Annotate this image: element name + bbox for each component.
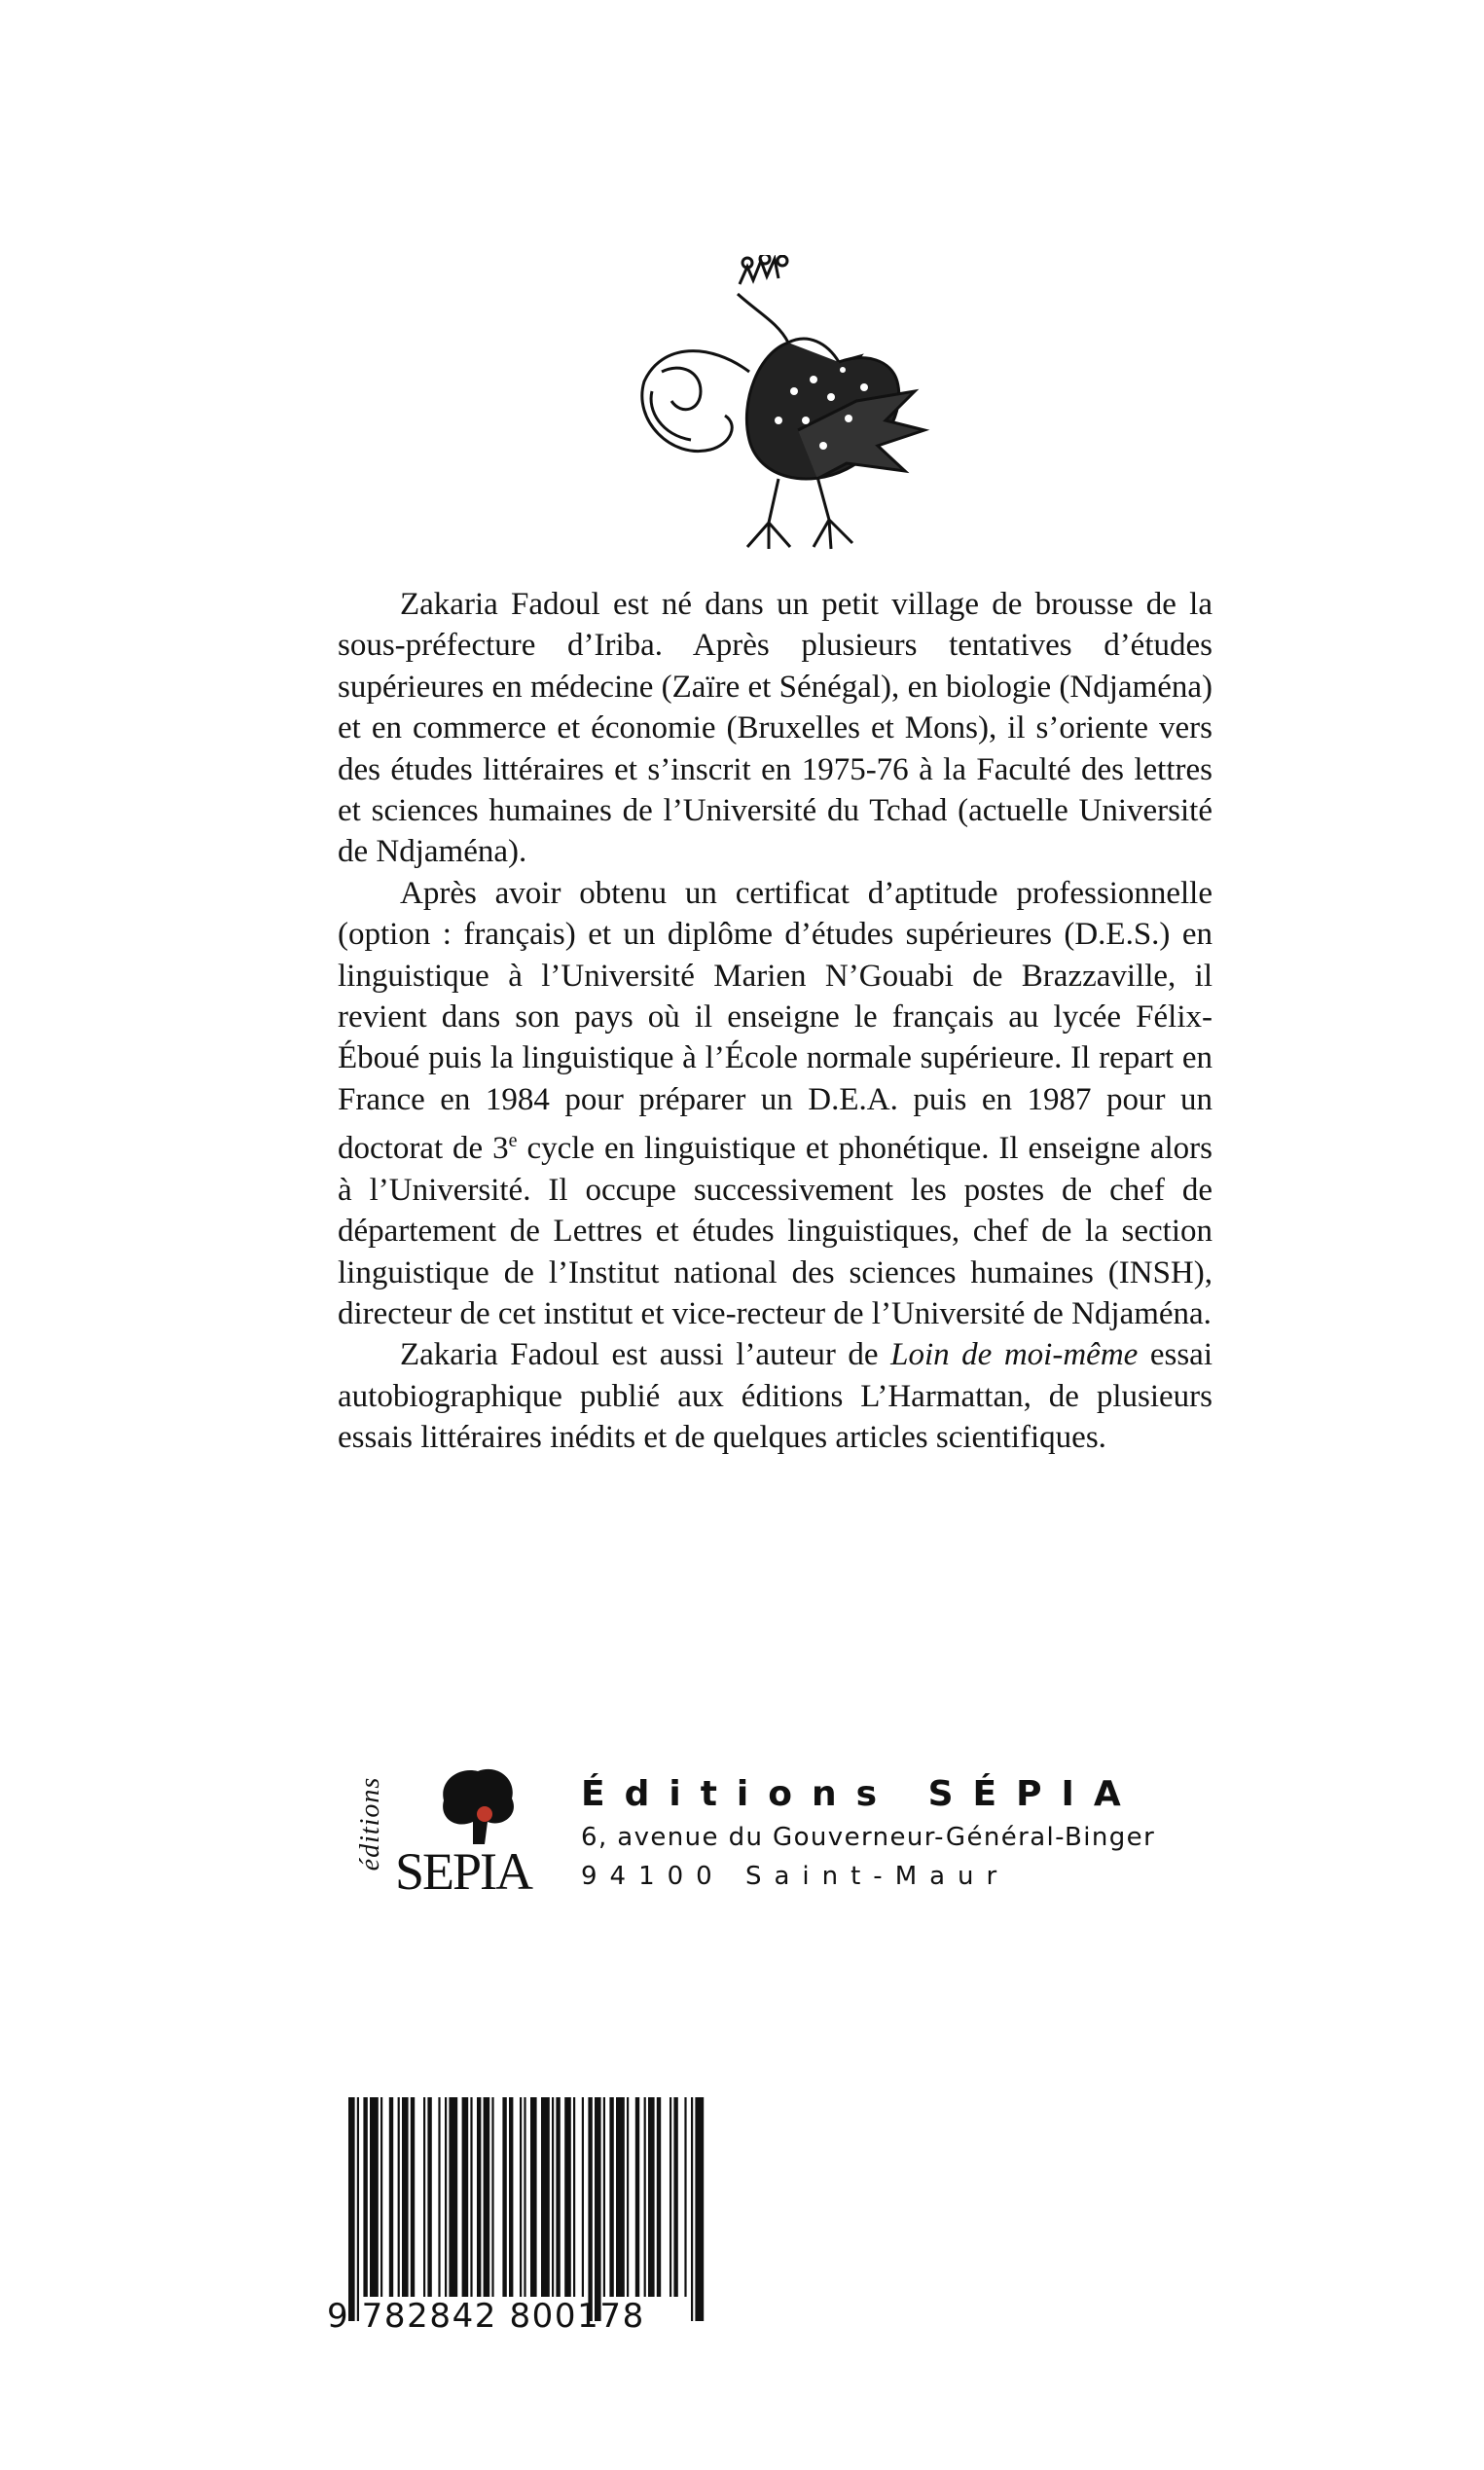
barcode-bar (530, 2097, 537, 2297)
book-title: Loin de moi-même (890, 1337, 1139, 1373)
barcode-bar (402, 2097, 409, 2297)
barcode-bar (357, 2097, 359, 2321)
publisher-name: Éditions SÉPIA (581, 1774, 1140, 1814)
barcode-bar (588, 2097, 592, 2321)
bio-paragraph-3-text-b: essai autobiographique publié aux éditions L’Harmattan, de plusieurs essais littéraires inédits et de quelques articles scientifiques. (338, 1337, 1213, 1456)
bio-paragraph-2-text-a: Après avoir obtenu un certificat d’aptitude professionnelle (option : français) et un diplôme d’études supérieures (D.E.S.) en linguistique à l’Université Marien N’Gouabi de Brazzaville, il revient dans son pays où il enseigne le français au lycée Félix-Éboué puis la linguistique à l’École normale supérieure. Il repart en France en 1984 pour préparer un D.E.A. puis en 1987 pour un doctorat de 3 (338, 875, 1213, 1167)
barcode-bar (484, 2097, 490, 2297)
barcode-bar (627, 2097, 629, 2297)
bio-paragraph-3 (338, 1334, 1213, 1458)
publisher-logo (350, 1762, 532, 1907)
barcode-bar (520, 2097, 522, 2297)
logo-vertical-text: éditions (355, 1776, 385, 1871)
publisher-address-street: 6, avenue du Gouverneur-Général-Binger (581, 1823, 1156, 1852)
barcode-bar (462, 2097, 469, 2297)
barcode-bar (616, 2097, 625, 2297)
barcode-bar (541, 2097, 550, 2297)
barcode-bar (380, 2097, 382, 2297)
barcode-bar (524, 2097, 525, 2297)
barcode-bar (648, 2097, 655, 2297)
barcode-bar (363, 2097, 367, 2297)
isbn-barcode (329, 2097, 708, 2331)
ordinal-superscript: e (508, 1130, 518, 1152)
publisher-address-city: 94100 Saint-Maur (581, 1862, 1010, 1891)
barcode-bar (695, 2097, 704, 2321)
barcode-bar (573, 2097, 575, 2297)
barcode-bar (348, 2097, 355, 2321)
barcode-bar (673, 2097, 677, 2297)
barcode-bar (423, 2097, 425, 2297)
barcode-bar (609, 2097, 613, 2297)
barcode-bar (427, 2097, 431, 2297)
logo-wordmark: SEPIA (395, 1842, 532, 1901)
barcode-bar (635, 2097, 639, 2297)
barcode-bar (389, 2097, 393, 2297)
barcode-bar (657, 2097, 661, 2297)
barcode-bar (411, 2097, 415, 2297)
bio-paragraph-2-text-b: cycle en linguistique et phonétique. Il enseigne alors à l’Université. Il occupe successivement les postes de chef de département de Lettres et études linguistiques, chef de la section linguistique de l’Institut national des sciences humaines (INSH), directeur de cet institut et vice-recteur de l’Université de Ndjaména. (338, 1131, 1213, 1331)
bird-illustration-icon (623, 255, 934, 557)
bio-paragraph-2 (338, 873, 1213, 1334)
barcode-bar (470, 2097, 472, 2297)
barcode-bar (684, 2097, 686, 2297)
barcode-bar (509, 2097, 513, 2297)
barcode-bar (477, 2097, 481, 2297)
bio-paragraph-3-text-a: Zakaria Fadoul est aussi l’auteur de (400, 1337, 891, 1373)
barcode-bar (491, 2097, 493, 2297)
barcode-bar (603, 2097, 605, 2297)
tree-logo-icon (434, 1762, 522, 1849)
barcode-bar (398, 2097, 400, 2297)
barcode-bar (582, 2097, 584, 2297)
barcode-bar (370, 2097, 379, 2297)
barcode-bar (691, 2097, 693, 2321)
bio-paragraph-1: Zakaria Fadoul est né dans un petit village de brousse de la sous-préfecture d’Iriba. Après plusieurs tentatives d’études supérieures en médecine (Zaïre et Sénégal), en biologie (Ndjaména) et en commerce et économie (Bruxelles et Mons), il s’oriente vers des études littéraires et s’inscrit en 1975-76 à la Faculté des lettres et sciences humaines de l’Université du Tchad (actuelle Université de Ndjaména). (338, 587, 1213, 870)
barcode-bar (595, 2097, 601, 2321)
barcode-bar (644, 2097, 646, 2297)
barcode-bar (556, 2097, 560, 2297)
barcode-bar (438, 2097, 440, 2297)
publisher-info (581, 1771, 1204, 1896)
barcode-bar (445, 2097, 447, 2297)
barcode-bar (670, 2097, 671, 2297)
barcode-bar (564, 2097, 571, 2297)
barcode-bar (552, 2097, 554, 2297)
barcode-bar (449, 2097, 457, 2297)
barcode-bar (502, 2097, 506, 2297)
isbn-digits: 9 782842 800178 (327, 2297, 645, 2336)
author-biography (338, 584, 1213, 1459)
